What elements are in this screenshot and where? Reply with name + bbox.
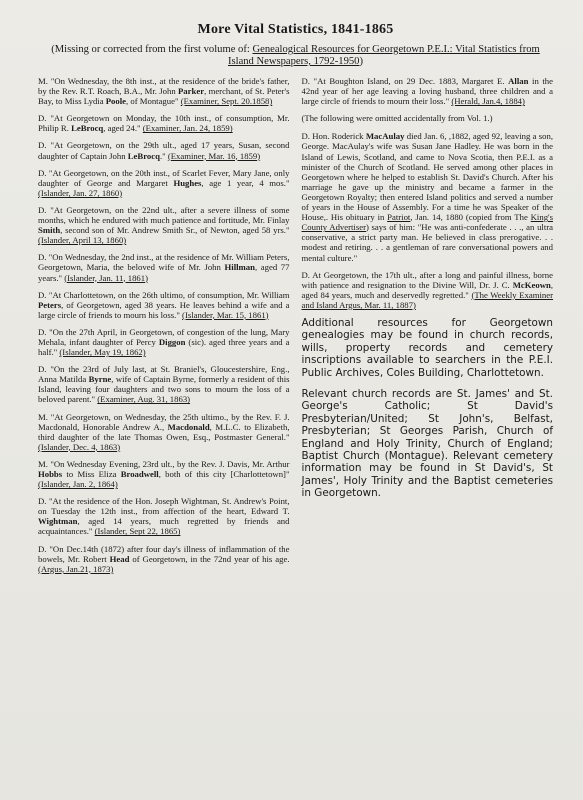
subtitle-prefix: (Missing or corrected from the first volume of: xyxy=(51,44,253,55)
right-column xyxy=(302,76,554,581)
record-source: (Examiner, Sept. 20.1858) xyxy=(180,96,273,107)
vital-record-entry: D. "On Wednesday, the 2nd inst., at the residence of Mr. William Peters, Georgetown, Maria, the beloved wife of Mr. John Hillman, aged 77 years." (Islander, Jan. 11, 1861) xyxy=(38,252,290,283)
record-source: (Islander, Jan. 27, 1860) xyxy=(38,187,123,198)
record-source: (Islander, Mar. 15, 1861) xyxy=(182,309,269,320)
vital-record-entry: D. "On Dec.14th (1872) after four day's illness of inflammation of the bowels, Mr. Robert Head of Georgetown, in the 72nd year of his age. (Argus, Jan.21, 1873) xyxy=(38,543,290,574)
record-source: (Examiner, Aug. 31, 1863) xyxy=(97,394,191,405)
vital-record-entry: D. "At Georgetown, on the 22nd ult., after a severe illness of some months, which he endured with much patience and fortitude, Mr. Finlay Smith, second son of Mr. Andrew Smith Sr., of Newton, aged 58 yrs." (Islander, April 13, 1860) xyxy=(38,204,290,246)
record-source: (Islander, May 19, 1862) xyxy=(59,347,146,358)
record-source: (Islander, Dec. 4, 1863) xyxy=(38,441,121,452)
vital-record-entry: D. "At Boughton Island, on 29 Dec. 1883, Margaret E. Allan in the 42nd year of her age leaving a loving husband, three children and a large circle of friends to mourn their loss." (Herald, Jan.4, 1884) xyxy=(301,76,554,107)
left-column xyxy=(38,76,290,581)
vital-record-entry: M. "At Georgetown, on Wednesday, the 25th ultimo., by the Rev. F. J. Macdonald, Honorable Andrew A., Macdonald, M.L.C. to Elizabeth, third daughter of the late Thomas Owen, Esq., Postmaster General." (Islander, Dec. 4, 1863) xyxy=(38,411,290,452)
subtitle-book-title: Genealogical Resources for Georgetown P.E.I.: Vital Statistics from Island Newspapers, 1792-1950 xyxy=(227,44,540,67)
subtitle-suffix: ) xyxy=(359,56,364,67)
additional-resources-paragraph: Additional resources for Georgetown genealogies may be found in church records, wills, property records and cemetery inscriptions available to searchers in the P.E.I. Public Archives, Coles Building, Charlottetown. xyxy=(301,316,553,379)
vital-record-entry: M. "On Wednesday, the 8th inst., at the residence of the bride's father, by the Rev. R.T. Roach, B.A., Mr. John Parker, merchant, of St. Peter's Bay, to Miss Lydia Poole, of Montague" (Examiner, Sept. 20.1858) xyxy=(38,76,290,107)
vital-record-entry: D. Hon. Roderick MacAulay died Jan. 6, ,1882, aged 92, leaving a son, George. MacAulay's wife was Susan Jane Hadley. He was born in the Island of Lewis, Scotland, and came to Nova Scotia, then P.E.I. as a minister of the Church of Scotland. He served among other places in Georgetown where he helped to establish St. David's Church. After his marriage he gave up the ministry and became a farmer in the Georgetown Royalty; then entered Island politics and served a number of years in the House of Assembly. For a time he was Speaker of the House,. His obituary in Patriot, Jan. 14, 1880 (copied from The King's County Advertiser) says of him: "He was anti-confederate . . ., an ultra conservative, a strict party man. He believed in class prerogative. . . modest and retiring. . . a gentleman of rare conversational powers and mental culture." xyxy=(301,131,553,263)
vital-record-entry: D. "At Georgetown on Monday, the 10th inst., of consumption, Mr. Philip R. LeBrocq, aged 24." (Examiner, Jan. 24, 1859) xyxy=(38,113,290,134)
church-records-paragraph: Relevant church records are St. James' and St. George's Catholic; St David's Presbyterian/United; St John's, Belfast, Presbyterian; St Georges Parish, Church of England and Holy Trinity, Church of England; Baptist Church (Montague). Relevant cemetery information may be found in St David's, St James', Holy Trinity and the Baptist cemeteries in Georgetown. xyxy=(301,388,553,500)
vital-record-entry: D. At Georgetown, the 17th ult., after a long and painful illness, borne with patience and resignation to the Divine Will, Dr. J. C. McKeown, aged 84 years, much and deservedly regretted." (The Weekly Examiner and Island Argus, Mar. 11, 1887) xyxy=(301,269,553,310)
page-subtitle xyxy=(38,44,553,68)
record-source: (Argus, Jan.21, 1873) xyxy=(38,563,114,574)
vital-record-entry: D. "At Georgetown, on the 29th ult., aged 17 years, Susan, second daughter of Captain John LeBrocq." (Examiner, Mar. 16, 1859) xyxy=(38,140,290,161)
vital-record-entry: M. "On Wednesday Evening, 23rd ult., by the Rev. J. Davis, Mr. Arthur Hobbs to Miss Eliza Broadwell, both of this city [Charlottetown]" (Islander, Jan. 2, 1864) xyxy=(38,458,290,490)
record-source: (Islander, Jan. 2, 1864) xyxy=(38,479,118,490)
record-source: (Islander, April 13, 1860) xyxy=(38,235,127,246)
page-title: More Vital Statistics, 1841-1865 xyxy=(197,22,394,37)
record-source: (Examiner, Jan. 24, 1859) xyxy=(142,123,233,134)
record-source: (The Weekly Examiner and Island Argus, Mar. 11, 1887) xyxy=(301,289,553,310)
two-column-body xyxy=(38,76,553,581)
record-source: (Islander, Sept 22, 1865) xyxy=(94,526,181,537)
omitted-note: (The following were omitted accidentally from Vol. 1.) xyxy=(301,113,493,124)
record-source: (Herald, Jan.4, 1884) xyxy=(451,96,525,107)
vital-record-entry: D. "At the residence of the Hon. Joseph Wightman, St. Andrew's Point, on Tuesday the 12th inst., from affection of the heart, Edward T. Wightman, aged 14 years, much regretted by friends and acquaintances." (Islander, Sept 22, 1865) xyxy=(38,496,290,537)
record-source: (Islander, Jan. 11, 1861) xyxy=(64,272,149,283)
vital-record-entry: D. "On the 23rd of July last, at St. Braniel's, Gloucestershire, Eng., Anna Matilda Byrne, wife of Captain Byrne, formerly a resident of this Island, leaving four daughters and two sons to mourn the loss of a beloved parent." (Examiner, Aug. 31, 1863) xyxy=(38,364,290,405)
vital-record-entry: D. "At Charlottetown, on the 26th ultimo, of consumption, Mr. William Peters, of Georgetown, aged 38 years. He leaves behind a wife and a large circle of friends to mourn his loss." (Islander, Mar. 15, 1861) xyxy=(38,289,290,320)
vital-record-entry: D. "At Georgetown, on the 20th inst., of Scarlet Fever, Mary Jane, only daughter of George and Margaret Hughes, age 1 year, 4 mos." (Islander, Jan. 27, 1860) xyxy=(38,167,290,198)
record-source: (Examiner, Mar. 16, 1859) xyxy=(167,150,261,161)
vital-record-entry: D. "On the 27th April, in Georgetown, of congestion of the lung, Mary Mehala, infant daughter of Percy Diggon (sic). aged three years and a half." (Islander, May 19, 1862) xyxy=(38,326,290,358)
